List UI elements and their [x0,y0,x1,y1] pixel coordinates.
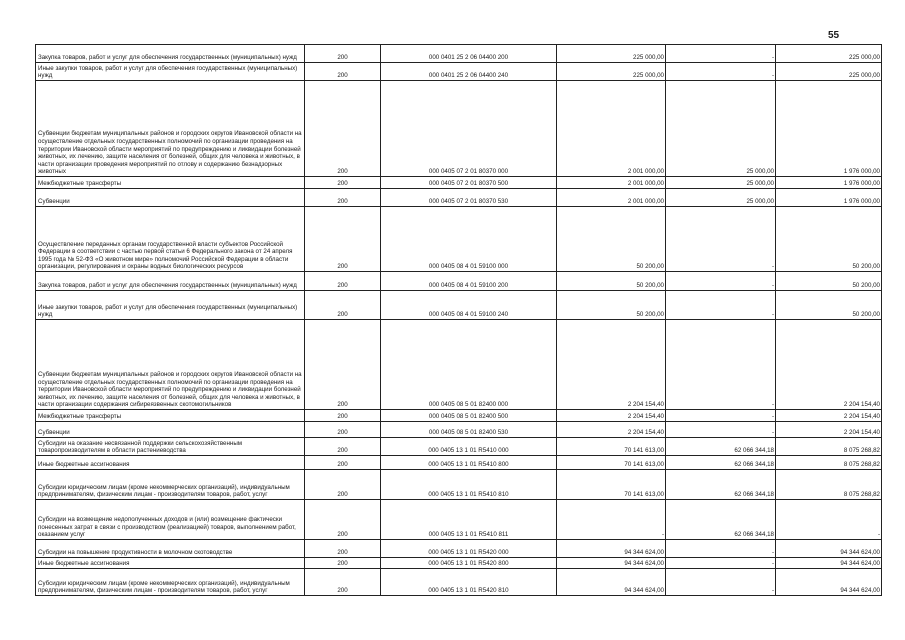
row-classification-code: 000 0405 08 4 01 59100 200 [381,272,557,291]
row-approved-amount: 2 204 154,40 [557,410,666,422]
row-description: Закупка товаров, работ и услуг для обеспечения государственных (муниципальных) нужд [36,272,305,291]
row-description: Закупка товаров, работ и услуг для обеспечения государственных (муниципальных) нужд [36,45,305,63]
row-executed-amount: - [666,272,776,291]
row-description: Субсидии на оказание несвязанной поддержки сельскохозяйственным товаропроизводителям в области растениеводства [36,438,305,456]
row-approved-amount: 50 200,00 [557,272,666,291]
row-classification-code: 000 0405 08 5 01 82400 500 [381,410,557,422]
row-description: Субсидии юридическим лицам (кроме некоммерческих организаций), индивидуальным предпринимателям, физическим лицам - производителям товаров, работ, услуг [36,569,305,596]
row-unexecuted-amount: 1 976 000,00 [776,81,882,177]
row-description: Субсидии на возмещение недополученных доходов и (или) возмещение фактически понесенных затрат в связи с производством (реализацией) товаров, выполнением работ, оказанием услуг [36,500,305,540]
row-unexecuted-amount: 1 976 000,00 [776,189,882,207]
row-executed-amount: - [666,410,776,422]
row-unexecuted-amount: 50 200,00 [776,272,882,291]
row-description: Межбюджетные трансферты [36,410,305,422]
row-executed-amount: 25 000,00 [666,177,776,189]
row-executed-amount: - [666,422,776,438]
row-line-code: 200 [305,558,381,569]
table-row [36,45,882,63]
row-approved-amount: 94 344 624,00 [557,558,666,569]
row-unexecuted-amount: 2 204 154,40 [776,410,882,422]
budget-execution-table [35,44,882,596]
table-row [36,456,882,470]
table-row [36,81,882,177]
row-line-code: 200 [305,45,381,63]
row-executed-amount: - [666,558,776,569]
row-executed-amount: 62 066 344,18 [666,500,776,540]
row-description: Межбюджетные трансферты [36,177,305,189]
table-row [36,569,882,596]
row-executed-amount: 62 066 344,18 [666,470,776,500]
row-unexecuted-amount: - [776,500,882,540]
row-classification-code: 000 0405 13 1 01 R5410 800 [381,456,557,470]
row-approved-amount: 2 001 000,00 [557,81,666,177]
row-approved-amount: 225 000,00 [557,45,666,63]
row-executed-amount: - [666,569,776,596]
row-classification-code: 000 0405 07 2 01 80370 530 [381,189,557,207]
table-row [36,189,882,207]
row-classification-code: 000 0401 25 2 06 04400 200 [381,45,557,63]
row-classification-code: 000 0401 25 2 06 04400 240 [381,63,557,81]
row-approved-amount: 70 141 613,00 [557,456,666,470]
row-line-code: 200 [305,207,381,272]
table-row [36,558,882,569]
row-approved-amount: 2 204 154,40 [557,422,666,438]
table-row [36,291,882,320]
row-classification-code: 000 0405 08 5 01 82400 000 [381,320,557,410]
row-executed-amount: - [666,540,776,558]
row-line-code: 200 [305,438,381,456]
table-row [36,438,882,456]
row-line-code: 200 [305,189,381,207]
table-row [36,500,882,540]
row-line-code: 200 [305,177,381,189]
table-row [36,320,882,410]
row-classification-code: 000 0405 13 1 01 R5420 000 [381,540,557,558]
row-unexecuted-amount: 50 200,00 [776,291,882,320]
row-unexecuted-amount: 94 344 624,00 [776,558,882,569]
row-executed-amount: - [666,320,776,410]
row-classification-code: 000 0405 08 5 01 82400 530 [381,422,557,438]
table-row [36,422,882,438]
row-approved-amount: 70 141 613,00 [557,470,666,500]
table-row [36,272,882,291]
row-line-code: 200 [305,81,381,177]
page-number: 55 [828,30,840,41]
row-line-code: 200 [305,291,381,320]
row-line-code: 200 [305,456,381,470]
row-description: Субвенции бюджетам муниципальных районов и городских округов Ивановской области на осуществление отдельных государственных полномочий по организации проведения на территории Ивановской области мероприятий по предупреждению и ликвидации болезней животных, их лечению, защите населения от болезней, общих для человека и животных, в части организации проведения мероприятий по отлову и содержанию безнадзорных животных [36,81,305,177]
table-row [36,63,882,81]
table-body [36,45,882,596]
row-classification-code: 000 0405 08 4 01 59100 000 [381,207,557,272]
row-description: Субсидии юридическим лицам (кроме некоммерческих организаций), индивидуальным предпринимателям, физическим лицам - производителям товаров, работ, услуг [36,470,305,500]
row-executed-amount: 62 066 344,18 [666,456,776,470]
row-executed-amount: - [666,291,776,320]
row-classification-code: 000 0405 07 2 01 80370 000 [381,81,557,177]
row-unexecuted-amount: 94 344 624,00 [776,569,882,596]
row-executed-amount: 25 000,00 [666,81,776,177]
row-classification-code: 000 0405 13 1 01 R5410 811 [381,500,557,540]
row-line-code: 200 [305,569,381,596]
row-description: Субвенции [36,189,305,207]
row-executed-amount: - [666,63,776,81]
row-line-code: 200 [305,540,381,558]
row-classification-code: 000 0405 13 1 01 R5420 800 [381,558,557,569]
row-classification-code: 000 0405 13 1 01 R5410 000 [381,438,557,456]
row-classification-code: 000 0405 13 1 01 R5410 810 [381,470,557,500]
table-row [36,177,882,189]
row-approved-amount: 70 141 613,00 [557,438,666,456]
table-row [36,207,882,272]
row-approved-amount: 50 200,00 [557,291,666,320]
row-line-code: 200 [305,422,381,438]
row-unexecuted-amount: 94 344 624,00 [776,540,882,558]
row-executed-amount: 25 000,00 [666,189,776,207]
row-approved-amount: 225 000,00 [557,63,666,81]
row-line-code: 200 [305,272,381,291]
row-unexecuted-amount: 8 075 268,82 [776,456,882,470]
row-approved-amount: 2 001 000,00 [557,177,666,189]
row-line-code: 200 [305,63,381,81]
row-description: Субсидии на повышение продуктивности в молочном скотоводстве [36,540,305,558]
row-description: Иные бюджетные ассигнования [36,456,305,470]
row-classification-code: 000 0405 13 1 01 R5420 810 [381,569,557,596]
row-line-code: 200 [305,410,381,422]
row-classification-code: 000 0405 08 4 01 59100 240 [381,291,557,320]
row-unexecuted-amount: 1 976 000,00 [776,177,882,189]
row-classification-code: 000 0405 07 2 01 80370 500 [381,177,557,189]
row-description: Осуществление переданных органам государственной власти субъектов Российской Федерации в соответствии с частью первой статьи 6 Федерального закона от 24 апреля 1995 года № 52-ФЗ «О животном мире» полномочий Российской Федерации в области организации, регулирования и охраны водных биологических ресурсов [36,207,305,272]
row-description: Субвенции бюджетам муниципальных районов и городских округов Ивановской области на осуществление отдельных государственных полномочий по организации проведения на территории Ивановской области мероприятий по предупреждению и ликвидации болезней животных, их лечению, защите населения от болезней, общих для человека и животных, в части организации содержания сибиреязвенных скотомогильников [36,320,305,410]
table-row [36,470,882,500]
row-unexecuted-amount: 225 000,00 [776,63,882,81]
row-approved-amount: - [557,500,666,540]
row-unexecuted-amount: 8 075 268,82 [776,470,882,500]
row-unexecuted-amount: 2 204 154,40 [776,320,882,410]
row-unexecuted-amount: 225 000,00 [776,45,882,63]
table-row [36,410,882,422]
row-description: Иные закупки товаров, работ и услуг для обеспечения государственных (муниципальных) нужд [36,291,305,320]
row-approved-amount: 2 001 000,00 [557,189,666,207]
row-executed-amount: - [666,207,776,272]
row-description: Иные закупки товаров, работ и услуг для обеспечения государственных (муниципальных) нужд [36,63,305,81]
row-line-code: 200 [305,320,381,410]
row-approved-amount: 50 200,00 [557,207,666,272]
row-executed-amount: 62 066 344,18 [666,438,776,456]
row-approved-amount: 94 344 624,00 [557,540,666,558]
row-line-code: 200 [305,470,381,500]
row-unexecuted-amount: 8 075 268,82 [776,438,882,456]
row-line-code: 200 [305,500,381,540]
row-description: Иные бюджетные ассигнования [36,558,305,569]
row-unexecuted-amount: 50 200,00 [776,207,882,272]
row-approved-amount: 2 204 154,40 [557,320,666,410]
row-executed-amount: - [666,45,776,63]
row-description: Субвенции [36,422,305,438]
row-unexecuted-amount: 2 204 154,40 [776,422,882,438]
row-approved-amount: 94 344 624,00 [557,569,666,596]
table-row [36,540,882,558]
